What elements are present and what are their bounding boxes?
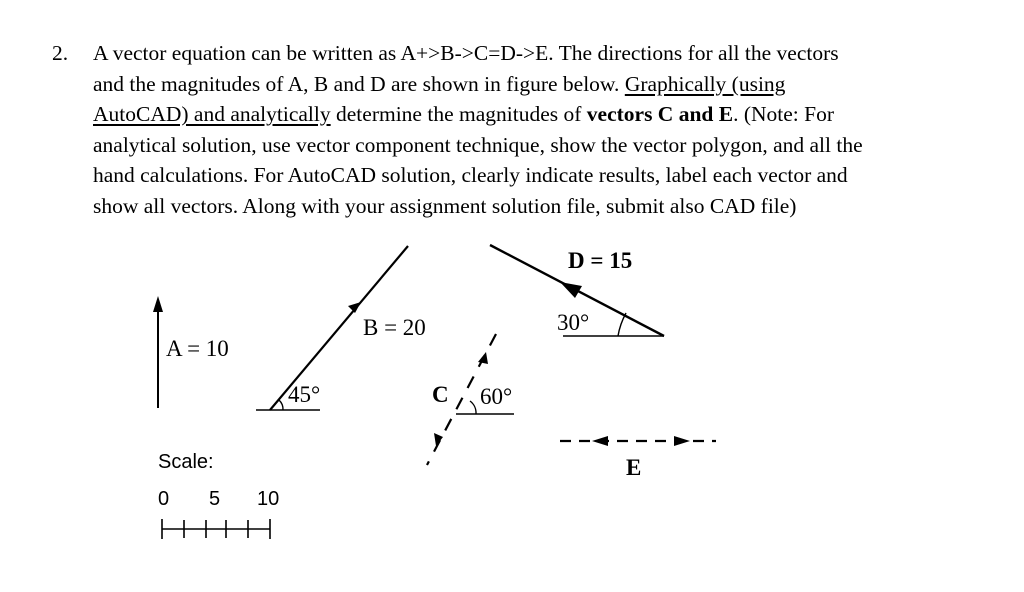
vector-e (560, 436, 716, 480)
vector-a (153, 296, 229, 408)
vector-a-label: A = 10 (166, 336, 229, 361)
problem-number: 2. (52, 41, 69, 65)
text-segment: and the magnitudes of A, B and D are shown in figure below. (93, 71, 625, 96)
scale-title: Scale: (158, 451, 214, 473)
vector-c (427, 334, 514, 465)
text-segment: . (Note: For (733, 102, 835, 126)
text-segment: hand calculations. For AutoCAD solution, clearly indicate results, label each vector and (93, 163, 848, 187)
scale-tick-10: 10 (257, 488, 280, 510)
scale-tick-5: 5 (209, 488, 221, 510)
text-segment: A vector equation can be written as A+>B->C=D->E. The directions for all the vectors (93, 41, 839, 65)
vector-c-angle: 60° (480, 384, 513, 409)
bold-text: vectors C and E (586, 102, 734, 126)
vector-e-label: E (626, 455, 642, 480)
underlined-text: Graphically (using (624, 71, 786, 96)
vector-c-label: C (432, 382, 449, 407)
text-segment: determine the magnitudes of (330, 102, 587, 126)
vector-d-label: D = 15 (568, 248, 633, 273)
text-segment: analytical solution, use vector component technique, show the vector polygon, and all the (93, 132, 863, 157)
vector-b-label: B = 20 (363, 315, 426, 340)
text-segment: show all vectors. Along with your assignment solution file, submit also CAD file) (93, 193, 797, 218)
scale (158, 451, 279, 539)
vector-b (256, 246, 426, 410)
vector-b-angle: 45° (288, 382, 321, 407)
vector-d (490, 245, 664, 336)
scale-tick-0: 0 (158, 488, 170, 510)
underlined-text: AutoCAD) and analytically (93, 102, 331, 126)
vector-d-angle: 30° (557, 310, 590, 335)
